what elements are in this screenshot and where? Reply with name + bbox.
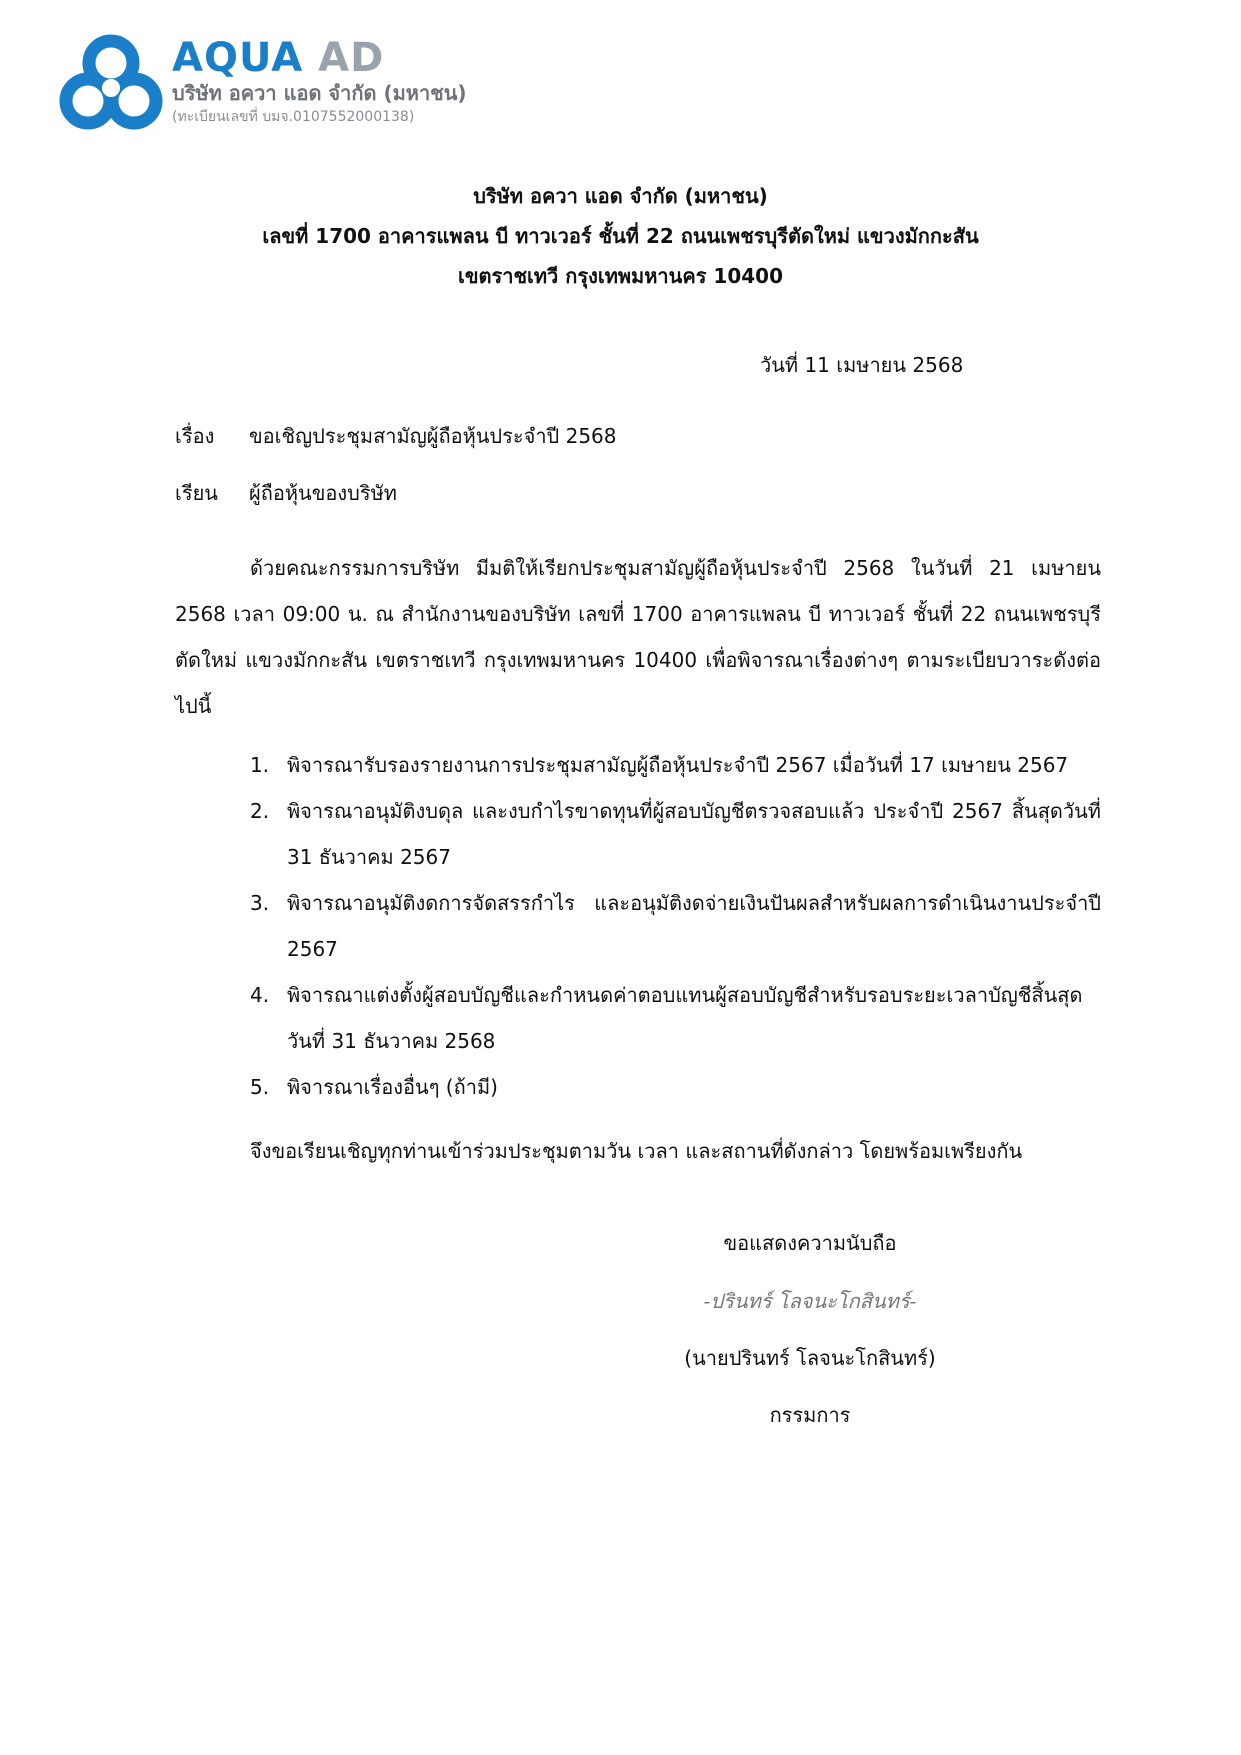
agenda-item <box>250 1064 1101 1110</box>
recipient-label: เรียน <box>175 481 218 505</box>
header-address-line: เลขที่ 1700 อาคารแพลน บี ทาวเวอร์ ชั้นที่ 22 ถนนเพชรบุรีตัดใหม่ แขวงมักกะสัน <box>262 224 979 248</box>
agenda-number: 1. <box>250 753 270 777</box>
body-paragraph: ด้วยคณะกรรมการบริษัท มีมติให้เรียกประชุมสามัญผู้ถือหุ้นประจำปี 2568 ในวันที่ 21 เมษายน 2568 เวลา 09:00 น. ณ สำนักงานของบริษัท เลขที่ 1700 อาคารแพลน บี ทาวเวอร์ ชั้นที่ 22 ถนนเพชรบุรีตัดใหม่ แขวงมักกะสัน เขตราชเทวี กรุงเทพมหานคร 10400 เพื่อพิจารณาเรื่องต่างๆ ตามระเบียบวาระดังต่อไปนี้ <box>175 556 1101 718</box>
agenda-number: 5. <box>250 1075 270 1099</box>
agenda-text: พิจารณารับรองรายงานการประชุมสามัญผู้ถือหุ้นประจำปี 2567 เมื่อวันที่ 17 เมษายน 2567 <box>287 753 1069 777</box>
header-company-name: บริษัท อควา แอด จำกัด (มหาชน) <box>473 184 768 208</box>
recipient-line <box>175 478 397 508</box>
agenda-item <box>250 972 1101 1064</box>
letter-date: วันที่ 11 เมษายน 2568 <box>760 353 964 377</box>
triple-ring-logo-icon <box>58 33 164 133</box>
agenda-item <box>250 742 1101 788</box>
agenda-item <box>250 788 1101 880</box>
brand-primary: AQUA <box>172 35 304 81</box>
agenda-item <box>250 880 1101 972</box>
agenda-number: 2. <box>250 799 270 823</box>
signatory-title: กรรมการ <box>769 1403 851 1427</box>
letterhead <box>58 30 578 140</box>
agenda-text: พิจารณาอนุมัติงดการจัดสรรกำไร และอนุมัติงดจ่ายเงินปันผลสำหรับผลการดำเนินงานประจำปี 2567 <box>287 891 1101 961</box>
closing-sentence: จึงขอเรียนเชิญทุกท่านเข้าร่วมประชุมตามวัน เวลา และสถานที่ดังกล่าว โดยพร้อมเพรียงกัน <box>250 1139 1023 1163</box>
agenda-number: 3. <box>250 891 270 915</box>
brand-secondary: AD <box>318 35 385 81</box>
signature-mark: -ปรินทร์ โลจนะโกสินทร์- <box>703 1289 917 1313</box>
signature-regards: ขอแสดงความนับถือ <box>723 1231 897 1255</box>
subject-value: ขอเชิญประชุมสามัญผู้ถือหุ้นประจำปี 2568 <box>249 424 617 448</box>
letterhead-registration: (ทะเบียนเลขที่ บมจ.0107552000138) <box>172 109 415 125</box>
agenda-text: พิจารณาแต่งตั้งผู้สอบบัญชีและกำหนดค่าตอบแทนผู้สอบบัญชีสำหรับรอบระยะเวลาบัญชีสิ้นสุดวันที่ 31 ธันวาคม 2568 <box>287 983 1083 1053</box>
subject-label: เรื่อง <box>175 424 215 448</box>
agenda-list <box>250 742 1101 1110</box>
agenda-text: พิจารณาเรื่องอื่นๆ (ถ้ามี) <box>287 1075 498 1099</box>
subject-line <box>175 421 617 451</box>
signatory-name: (นายปรินทร์ โลจนะโกสินทร์) <box>684 1346 936 1370</box>
header-address-line: เขตราชเทวี กรุงเทพมหานคร 10400 <box>457 264 783 288</box>
brand-wordmark <box>172 35 385 81</box>
agenda-text: พิจารณาอนุมัติงบดุล และงบกำไรขาดทุนที่ผู้สอบบัญชีตรวจสอบแล้ว ประจำปี 2567 สิ้นสุดวันที่ 31 ธันวาคม 2567 <box>287 799 1101 869</box>
agenda-number: 4. <box>250 983 270 1007</box>
letterhead-company-name: บริษัท อควา แอด จำกัด (มหาชน) <box>172 81 467 105</box>
recipient-value: ผู้ถือหุ้นของบริษัท <box>249 481 397 505</box>
company-address-header <box>0 176 1241 296</box>
